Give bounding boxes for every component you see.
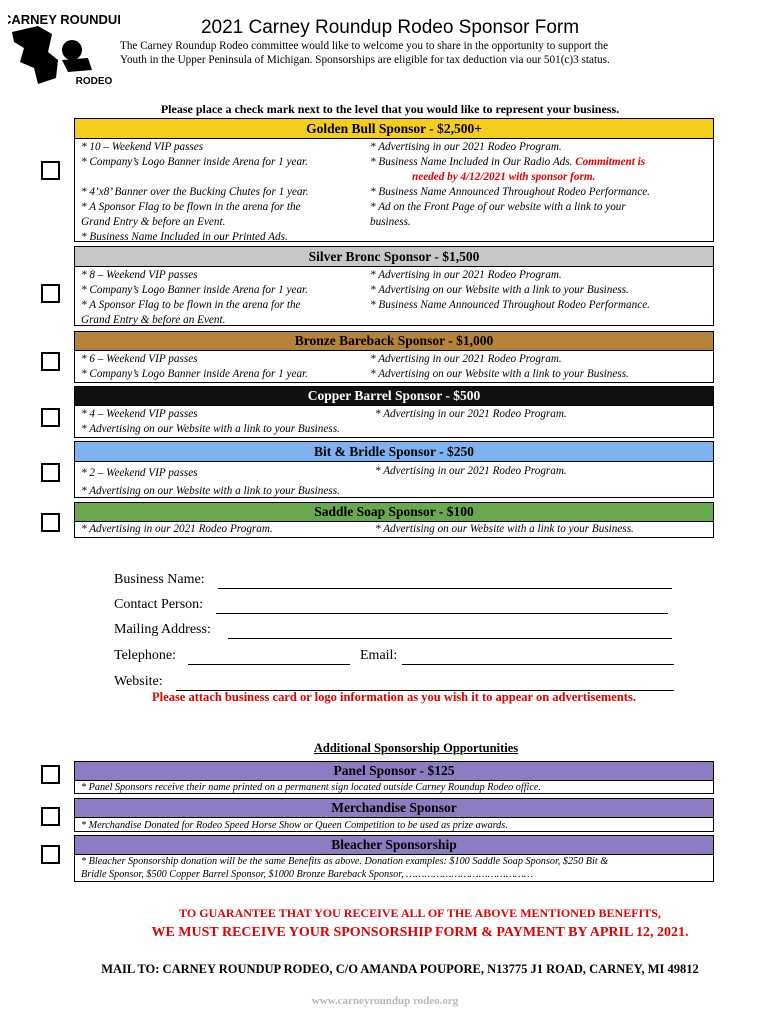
intro-line: The Carney Roundup Rodeo committee would like to welcome you to share in the opportunity to support the: [120, 40, 609, 52]
form-title: 2021 Carney Roundup Rodeo Sponsor Form: [200, 17, 580, 38]
benefit: * Business Name Announced Throughout Rodeo Performance.: [370, 186, 650, 198]
benefit: * Advertising in our 2021 Rodeo Program.: [81, 523, 273, 535]
level-merchandise-sponsor: [74, 798, 714, 832]
benefit: * Company’s Logo Banner inside Arena for 1 year.: [81, 368, 308, 380]
level-copper-barrel: [74, 386, 714, 438]
benefits-right: [375, 407, 705, 422]
level-title: Bronze Bareback Sponsor - $1,000: [75, 332, 713, 351]
benefit: * 2 – Weekend VIP passes: [81, 467, 198, 479]
checkbox-silver-bronc[interactable]: [41, 284, 60, 303]
benefits-right: [370, 352, 710, 382]
benefit: * A Sponsor Flag to be flown in the arena for the: [81, 201, 301, 213]
contact-person-label: Contact Person:: [114, 597, 204, 612]
benefit: * Business Name Included in Our Radio Ads.: [370, 156, 573, 168]
business-name-label: Business Name:: [114, 572, 205, 587]
benefit: * Advertising on our Website with a link to your Business.: [370, 284, 629, 296]
level-title: Golden Bull Sponsor - $2,500+: [75, 119, 713, 139]
benefit: * Advertising in our 2021 Rodeo Program.: [375, 465, 567, 477]
commitment-note: Commitment is: [575, 156, 646, 168]
level-bit-bridle: [74, 441, 714, 498]
commitment-note: needed by 4/12/2021 with sponsor form.: [412, 171, 596, 183]
benefit: * 6 – Weekend VIP passes: [81, 353, 198, 365]
benefits-right: [370, 140, 710, 230]
level-title: Merchandise Sponsor: [75, 799, 713, 818]
business-name-field[interactable]: [218, 588, 672, 589]
level-bleacher-sponsorship: [74, 835, 714, 882]
checkbox-bleacher-sponsorship[interactable]: [41, 845, 60, 864]
guarantee-note: TO GUARANTEE THAT YOU RECEIVE ALL OF THE ABOVE MENTIONED BENEFITS,: [179, 906, 661, 920]
benefits-left: [81, 268, 361, 328]
benefit: * Advertising in our 2021 Rodeo Program.: [370, 353, 562, 365]
level-title: Bleacher Sponsorship: [75, 836, 713, 855]
benefit: * Company’s Logo Banner inside Arena for 1 year.: [81, 156, 308, 168]
benefit: * 8 – Weekend VIP passes: [81, 269, 198, 281]
instruction-text: Please place a check mark next to the level that you would like to represent your business.: [160, 102, 620, 116]
level-title: Panel Sponsor - $125: [75, 762, 713, 781]
level-panel-sponsor: [74, 761, 714, 794]
benefit: * Advertising on our Website with a link to your Business.: [375, 523, 634, 535]
benefit: * Ad on the Front Page of our website with a link to your: [370, 201, 626, 213]
website-label: Website:: [114, 674, 163, 689]
level-title: Bit & Bridle Sponsor - $250: [75, 442, 713, 462]
benefit: business.: [370, 216, 411, 228]
level-title: Copper Barrel Sponsor - $500: [75, 387, 713, 406]
additional-heading: Additional Sponsorship Opportunities: [313, 741, 519, 755]
benefit: * Advertising in our 2021 Rodeo Program.: [370, 269, 562, 281]
website-footer[interactable]: www.carneyroundup rodeo.org: [311, 995, 459, 1007]
benefits-left: [81, 140, 361, 245]
email-field[interactable]: [402, 664, 674, 665]
level-bronze-bareback: [74, 331, 714, 383]
attach-note: Please attach business card or logo information as you wish it to appear on advertisements.: [152, 690, 636, 704]
benefits-left: [81, 352, 361, 382]
bleacher-description: [81, 855, 711, 881]
benefit: Grand Entry & before an Event.: [81, 216, 226, 228]
level-silver-bronc: [74, 246, 714, 326]
benefit: * 4 – Weekend VIP passes: [81, 408, 198, 420]
checkbox-saddle-soap[interactable]: [41, 513, 60, 532]
checkbox-merchandise-sponsor[interactable]: [41, 807, 60, 826]
benefits-right: [375, 522, 710, 537]
benefit: * Business Name Included in our Printed Ads.: [81, 231, 288, 243]
logo-text-bottom: RODEO: [75, 76, 113, 86]
intro-text: [120, 39, 720, 67]
bleacher-line: * Bleacher Sponsorship donation will be the same Benefits as above. Donation examples: $100 Saddle Soap Sponsor, $250 Bit &: [81, 856, 609, 867]
telephone-field[interactable]: [188, 664, 350, 665]
checkbox-bronze-bareback[interactable]: [41, 352, 60, 371]
email-label: Email:: [360, 648, 398, 663]
mailing-address-field[interactable]: [228, 638, 672, 639]
level-saddle-soap: [74, 502, 714, 538]
mailing-address-label: Mailing Address:: [114, 622, 211, 637]
checkbox-bit-bridle[interactable]: [41, 463, 60, 482]
bleacher-line: Bridle Sponsor, $500 Copper Barrel Sponsor, $1000 Bronze Bareback Sponsor, ……………………………………: [81, 869, 533, 880]
benefit: * Advertising on our Website with a link to your Business.: [81, 423, 340, 435]
benefit: * Advertising in our 2021 Rodeo Program.: [370, 141, 562, 153]
benefits-left: [81, 522, 361, 537]
benefit: * Advertising on our Website with a link to your Business.: [370, 368, 629, 380]
panel-description: * Panel Sponsors receive their name printed on a permanent sign located outside Carney Roundup Rodeo office.: [81, 782, 541, 793]
deadline-note: WE MUST RECEIVE YOUR SPONSORSHIP FORM & PAYMENT BY APRIL 12, 2021.: [151, 925, 689, 940]
benefit: Grand Entry & before an Event.: [81, 314, 226, 326]
benefit: * A Sponsor Flag to be flown in the arena for the: [81, 299, 301, 311]
level-title: Saddle Soap Sponsor - $100: [75, 503, 713, 522]
benefit: * 4’x8’ Banner over the Bucking Chutes for 1 year.: [81, 186, 309, 198]
checkbox-copper-barrel[interactable]: [41, 408, 60, 427]
carney-roundup-logo: [8, 12, 120, 86]
benefit: * Business Name Announced Throughout Rodeo Performance.: [370, 299, 650, 311]
merchandise-description: * Merchandise Donated for Rodeo Speed Horse Show or Queen Competition to be used as prize awards.: [81, 820, 508, 831]
mail-to-address: MAIL TO: CARNEY ROUNDUP RODEO, C/O AMANDA POUPORE, N13775 J1 ROAD, CARNEY, MI 49812: [101, 962, 699, 976]
benefits-right: [375, 464, 705, 479]
contact-person-field[interactable]: [216, 613, 668, 614]
intro-line: Youth in the Upper Peninsula of Michigan. Sponsorships are eligible for tax deduction via our 501(c)3 status.: [120, 54, 610, 66]
level-title: Silver Bronc Sponsor - $1,500: [75, 247, 713, 267]
level-golden-bull: [74, 118, 714, 242]
benefits-right: [370, 268, 710, 313]
benefit: * Advertising in our 2021 Rodeo Program.: [375, 408, 567, 420]
checkbox-golden-bull[interactable]: [41, 161, 60, 180]
telephone-label: Telephone:: [114, 648, 176, 663]
logo-text-top: CARNEY ROUNDUP: [8, 12, 120, 27]
benefit: * Advertising on our Website with a link to your Business.: [81, 485, 340, 497]
checkbox-panel-sponsor[interactable]: [41, 765, 60, 784]
benefit: * 10 – Weekend VIP passes: [81, 141, 204, 153]
benefit: * Company’s Logo Banner inside Arena for 1 year.: [81, 284, 308, 296]
